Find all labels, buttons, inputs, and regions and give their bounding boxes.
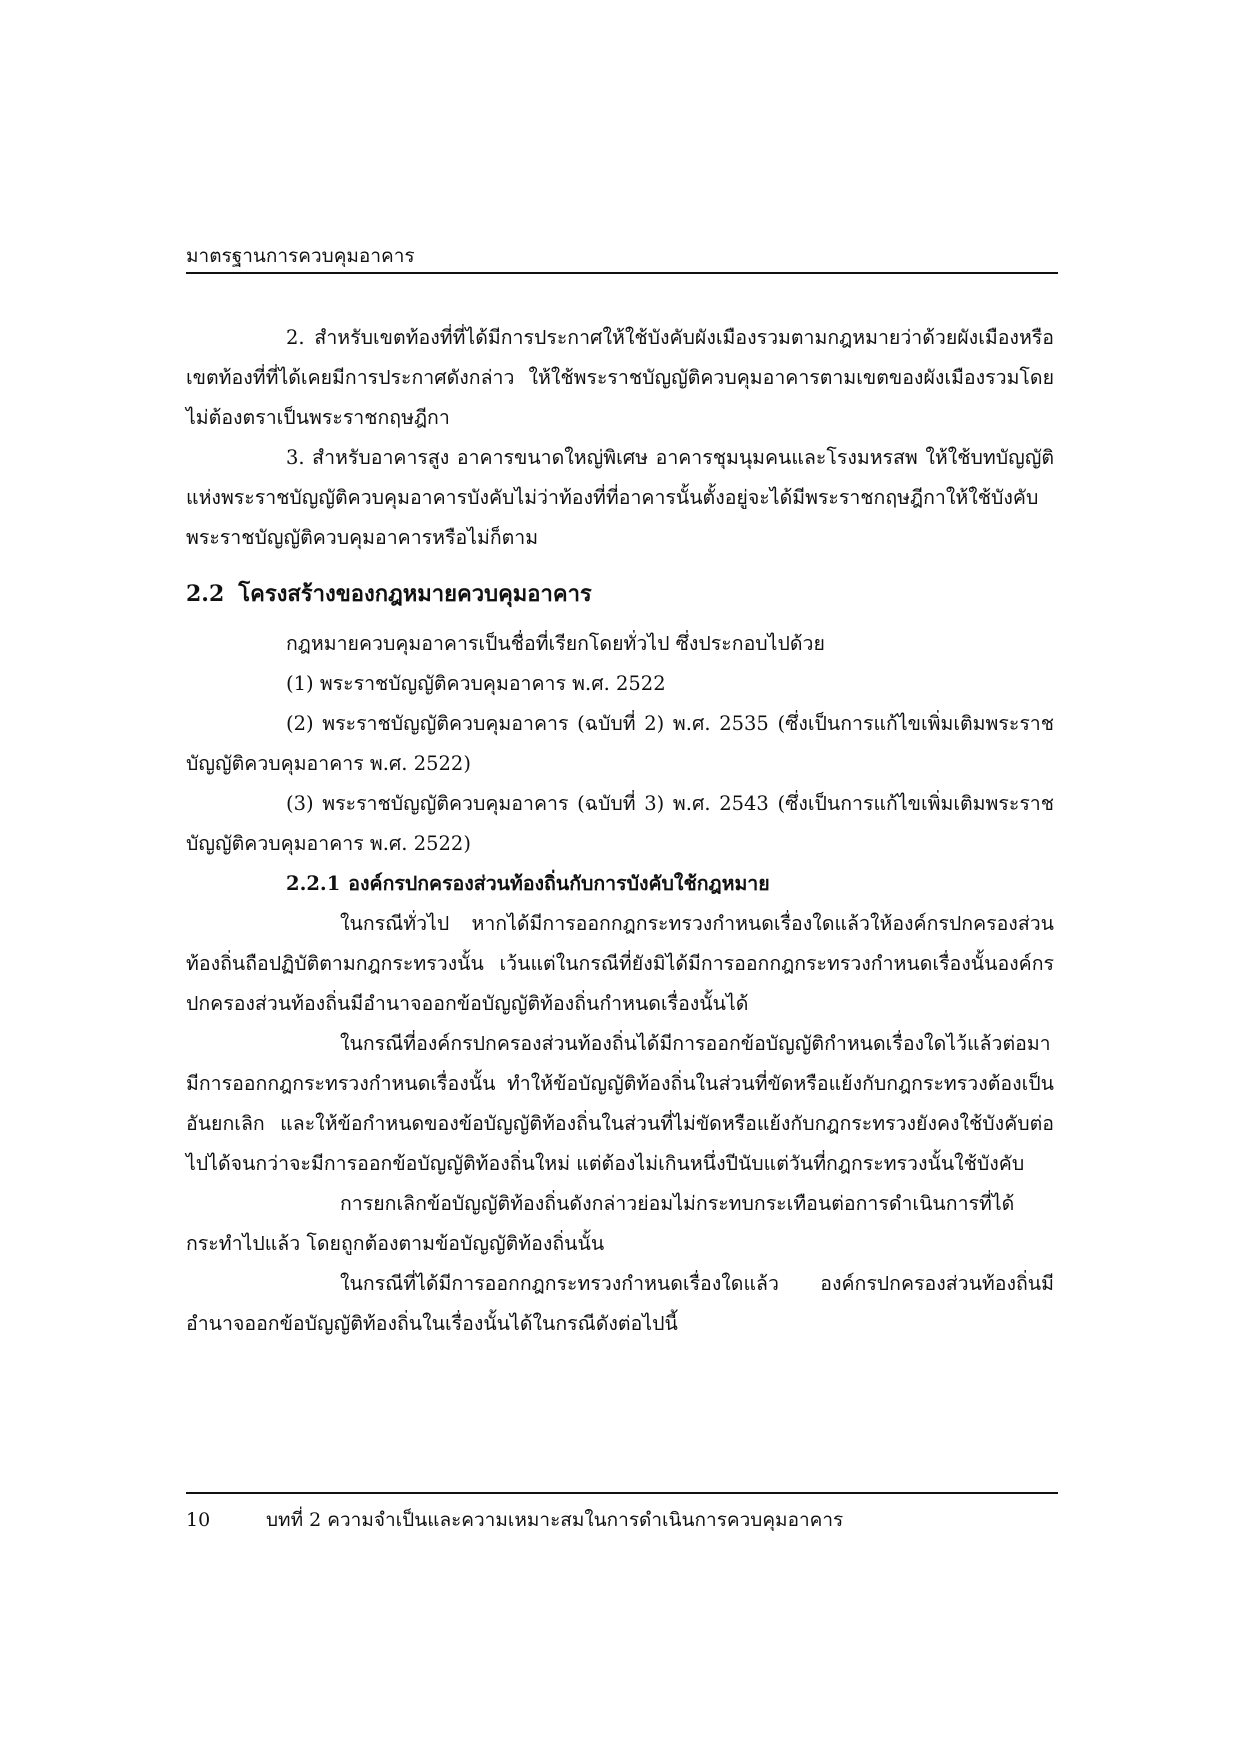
law-item-2: (2) พระราชบัญญัติควบคุมอาคาร (ฉบับที่ 2) พ.ศ. 2535 (ซึ่งเป็นการแก้ไขเพิ่มเติมพระราชบัญญัติควบคุมอาคาร พ.ศ. 2522) [186,712,1054,775]
paragraph-4: ในกรณีที่ได้มีการออกกฎกระทรวงกำหนดเรื่องใดแล้ว องค์กรปกครองส่วนท้องถิ่นมีอำนาจออกข้อบัญญัติท้องถิ่นในเรื่องนั้นได้ในกรณีดังต่อไปนี้ [186,1272,1054,1335]
running-header: มาตรฐานการควบคุมอาคาร [186,245,415,267]
paragraph-3: การยกเลิกข้อบัญญัติท้องถิ่นดังกล่าวย่อมไม่กระทบกระเทือนต่อการดำเนินการที่ได้กระทำไปแล้ว โดยถูกต้องตามข้อบัญญัติท้องถิ่นนั้น [186,1192,1015,1255]
document-body [186,318,1054,1344]
running-footer [186,1508,1058,1532]
paragraph-item-3: 3. สำหรับอาคารสูง อาคารขนาดใหญ่พิเศษ อาคารชุมนุมคนและโรงมหรสพ ให้ใช้บทบัญญัติแห่งพระราชบัญญัติควบคุมอาคารบังคับไม่ว่าท้องที่ที่อาคารนั้นตั้งอยู่จะได้มีพระราชกฤษฎีกาให้ใช้บังคับพระราชบัญญัติควบคุมอาคารหรือไม่ก็ตาม [186,446,1054,549]
section-title: โครงสร้างของกฎหมายควบคุมอาคาร [238,581,592,607]
subsection-number: 2.2.1 [286,872,341,895]
subsection-heading [186,864,1054,904]
paragraph-1: ในกรณีทั่วไป หากได้มีการออกกฎกระทรวงกำหนดเรื่องใดแล้วให้องค์กรปกครองส่วนท้องถิ่นถือปฏิบัติตามกฎกระทรวงนั้น เว้นแต่ในกรณีที่ยังมิได้มีการออกกฎกระทรวงกำหนดเรื่องนั้นองค์กรปกครองส่วนท้องถิ่นมีอำนาจออกข้อบัญญัติท้องถิ่นกำหนดเรื่องนั้นได้ [186,912,1054,1015]
footer-divider [186,1492,1058,1494]
law-item-3: (3) พระราชบัญญัติควบคุมอาคาร (ฉบับที่ 3) พ.ศ. 2543 (ซึ่งเป็นการแก้ไขเพิ่มเติมพระราชบัญญัติควบคุมอาคาร พ.ศ. 2522) [186,792,1054,855]
law-item-1: (1) พระราชบัญญัติควบคุมอาคาร พ.ศ. 2522 [286,672,666,695]
chapter-title: บทที่ 2 ความจำเป็นและความเหมาะสมในการดำเนินการควบคุมอาคาร [266,1509,844,1531]
section-heading [186,572,1054,616]
section-number: 2.2 [186,581,225,607]
paragraph-item-2: 2. สำหรับเขตท้องที่ที่ได้มีการประกาศให้ใช้บังคับผังเมืองรวมตามกฎหมายว่าด้วยผังเมืองหรือเขตท้องที่ที่ได้เคยมีการประกาศดังกล่าว ให้ใช้พระราชบัญญัติควบคุมอาคารตามเขตของผังเมืองรวมโดยไม่ต้องตราเป็นพระราชกฤษฎีกา [186,326,1054,429]
subsection-title: องค์กรปกครองส่วนท้องถิ่นกับการบังคับใช้กฎหมาย [348,872,770,895]
page-number: 10 [186,1509,211,1531]
header-divider [186,272,1058,274]
paragraph-intro: กฎหมายควบคุมอาคารเป็นชื่อที่เรียกโดยทั่วไป ซึ่งประกอบไปด้วย [286,632,825,655]
paragraph-2: ในกรณีที่องค์กรปกครองส่วนท้องถิ่นได้มีการออกข้อบัญญัติกำหนดเรื่องใดไว้แล้วต่อมามีการออกกฎกระทรวงกำหนดเรื่องนั้น ทำให้ข้อบัญญัติท้องถิ่นในส่วนที่ขัดหรือแย้งกับกฎกระทรวงต้องเป็นอันยกเลิก และให้ข้อกำหนดของข้อบัญญัติท้องถิ่นในส่วนที่ไม่ขัดหรือแย้งกับกฎกระทรวงยังคงใช้บังคับต่อไปได้จนกว่าจะมีการออกข้อบัญญัติท้องถิ่นใหม่ แต่ต้องไม่เกินหนึ่งปีนับแต่วันที่กฎกระทรวงนั้นใช้บังคับ [186,1032,1054,1175]
